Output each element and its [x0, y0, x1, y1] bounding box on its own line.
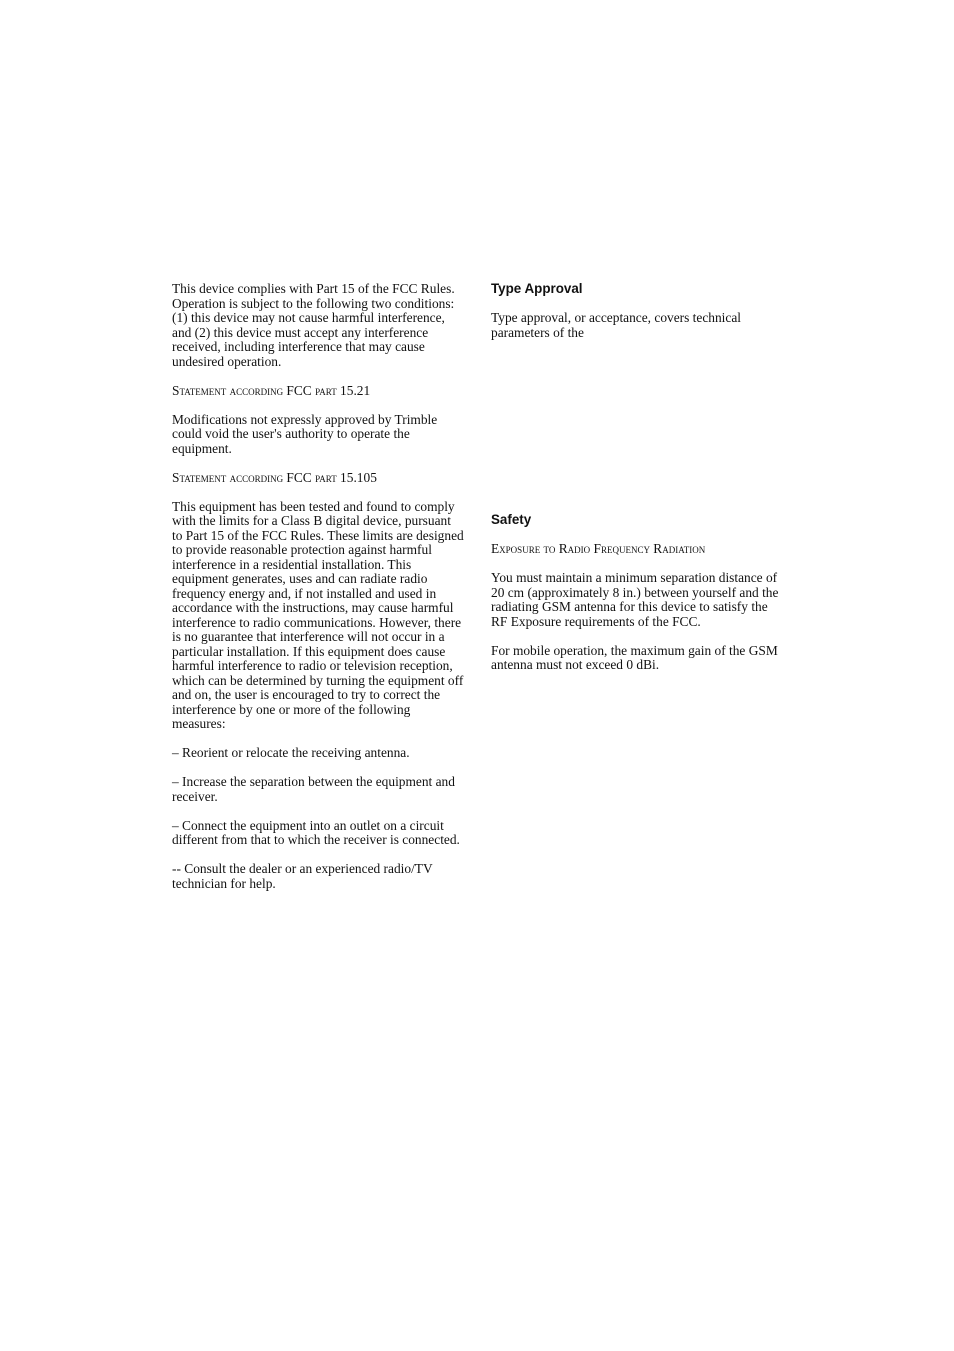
type-approval-heading: Type Approval — [491, 281, 583, 296]
fcc-compliance-intro: This device complies with Part 15 of the FCC Rules. Operation is subject to the following two conditions: (1) this device may not cause harmful interference, and (2) this device must accept any interference received, including interference that may cause undesired operation. — [172, 281, 455, 369]
measure-item: -- Consult the dealer or an experienced radio/TV technician for help. — [172, 861, 433, 891]
safety-section — [491, 513, 783, 687]
safety-heading: Safety — [491, 512, 532, 527]
type-approval-section — [491, 282, 783, 355]
safety-paragraph: For mobile operation, the maximum gain of the GSM antenna must not exceed 0 dBi. — [491, 642, 778, 672]
rf-exposure-subheading: Exposure to Radio Frequency Radiation — [491, 541, 706, 556]
statement-15-21-heading: Statement according FCC part 15.21 — [172, 382, 371, 398]
safety-paragraph: You must maintain a minimum separation distance of 20 cm (approximately 8 in.) between yourself and the radiating GSM antenna for this device to satisfy the RF Exposure requirements of the FCC. — [491, 570, 779, 629]
measure-item: – Connect the equipment into an outlet on a circuit different from that to which the receiver is connected. — [172, 817, 460, 847]
measure-item: – Increase the separation between the equipment and receiver. — [172, 774, 455, 804]
left-column — [172, 282, 464, 906]
statement-15-105-heading: Statement according FCC part 15.105 — [172, 469, 377, 485]
type-approval-text: Type approval, or acceptance, covers technical parameters of the — [491, 310, 742, 340]
measure-item: – Reorient or relocate the receiving antenna. — [172, 745, 410, 760]
statement-15-105-text: This equipment has been tested and found to comply with the limits for a Class B digital device, pursuant to Part 15 of the FCC Rules. These limits are designed to provide reasonable protection against harmful interference in a residential installation. This equipment generates, uses and can radiate radio frequency energy and, if not installed and used in accordance with the instructions, may cause harmful interference to radio communications. However, there is no guarantee that interference will not occur in a particular installation. If this equipment does cause harmful interference to radio or television reception, which can be determined by turning the equipment off and on, the user is encouraged to try to correct the interference by one or more of the following measures: — [172, 498, 464, 731]
statement-15-21-text: Modifications not expressly approved by Trimble could void the user's authority to operate the equipment. — [172, 411, 438, 456]
